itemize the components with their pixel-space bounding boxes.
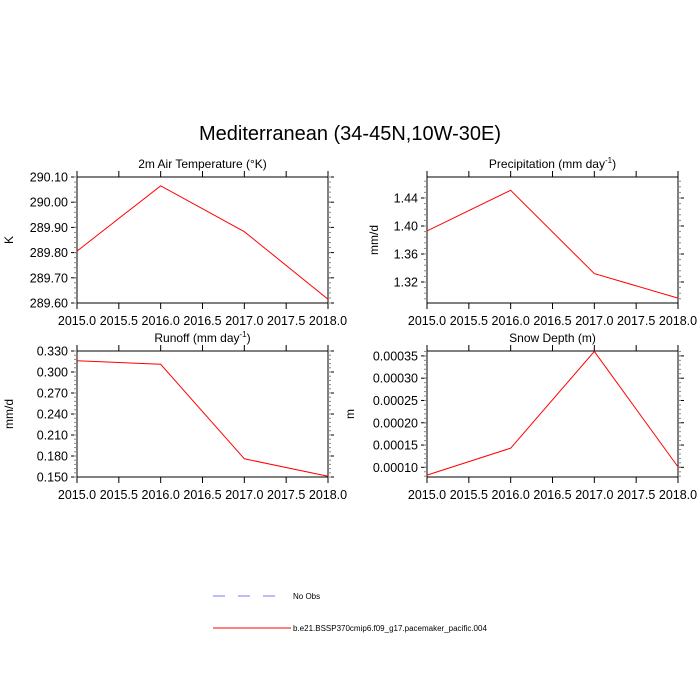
y-tick-label: 289.70 [29,271,68,286]
panel-1 [367,156,697,328]
x-tick-label: 2018.0 [308,488,348,502]
y-tick-label: 289.80 [29,246,68,261]
x-tick-label: 2016.0 [491,314,530,328]
x-tick-label: 2016.5 [533,488,572,502]
x-tick-label: 2016.0 [141,314,180,328]
y-tick-label: 290.00 [29,195,68,210]
y-tick-label: 0.300 [36,365,68,380]
x-tick-label: 2016.5 [183,314,222,328]
x-tick-label: 2015.0 [407,488,447,502]
x-tick-label: 2017.5 [267,314,306,328]
legend [213,592,487,633]
y-tick-label: 0.00025 [372,393,418,408]
y-tick-label: 1.36 [393,247,418,262]
y-tick-label: 0.150 [36,470,68,485]
y-tick-label: 1.44 [393,191,418,206]
x-tick-label: 2017.5 [617,488,656,502]
plot-frame [427,177,678,303]
x-tick-label: 2015.5 [449,488,488,502]
y-tick-label: 290.10 [29,170,68,185]
x-tick-label: 2016.5 [533,314,572,328]
y-tick-label: 0.330 [36,344,68,359]
y-tick-label: 0.00030 [372,371,418,386]
x-tick-label: 2017.0 [225,314,264,328]
y-axis-label: m [343,409,357,419]
x-tick-label: 2015.0 [57,314,97,328]
x-tick-label: 2016.0 [141,488,180,502]
panel-title: Snow Depth (m) [509,331,596,345]
y-tick-label: 0.00010 [372,460,418,475]
x-tick-label: 2015.5 [99,488,138,502]
series-line [77,186,328,299]
series-line [427,190,678,298]
plot-frame [77,177,328,303]
plot-frame [77,351,328,477]
y-axis-label: K [2,235,16,245]
panel-title: Runoff (mm day$^{-1}$) [154,330,251,345]
y-tick-label: 0.00020 [372,416,418,431]
y-tick-label: 289.60 [29,296,68,311]
y-tick-label: 0.00035 [372,349,418,364]
y-tick-label: 289.90 [29,220,68,235]
figure-title: Mediterranean (34-45N,10W-30E) [198,123,502,145]
x-tick-label: 2018.0 [658,314,698,328]
y-tick-label: 1.40 [393,219,418,234]
y-axis-label: mm/d [2,399,16,429]
y-tick-label: 1.32 [393,275,418,290]
x-tick-label: 2017.0 [225,488,264,502]
y-tick-label: 0.210 [36,428,68,443]
x-tick-label: 2016.5 [183,488,222,502]
x-tick-label: 2017.5 [617,314,656,328]
y-tick-label: 0.00015 [372,438,418,453]
x-tick-label: 2018.0 [658,488,698,502]
x-tick-label: 2017.5 [267,488,306,502]
x-tick-label: 2015.5 [449,314,488,328]
legend-label-model: b.e21.BSSP370cmip6.f09_g17.pacemaker_pacific.004 [293,624,487,633]
x-tick-label: 2018.0 [308,314,348,328]
panel-3 [343,331,697,502]
y-tick-label: 0.270 [36,386,68,401]
x-tick-label: 2017.0 [575,314,614,328]
x-tick-label: 2017.0 [575,488,614,502]
y-axis-label: mm/d [367,225,381,255]
panel-0 [2,157,347,328]
y-tick-label: 0.240 [36,407,68,422]
series-line [77,361,328,477]
panel-title: 2m Air Temperature (°K) [138,157,267,171]
plot-frame [427,351,678,477]
panel-title: Precipitation (mm day$^{-1}$) [488,156,617,171]
x-tick-label: 2015.5 [99,314,138,328]
panel-2 [2,330,347,502]
x-tick-label: 2015.0 [407,314,447,328]
x-tick-label: 2016.0 [491,488,530,502]
series-line [427,351,678,475]
y-tick-label: 0.180 [36,449,68,464]
legend-label-no-obs: No Obs [293,592,321,601]
x-tick-label: 2015.0 [57,488,97,502]
